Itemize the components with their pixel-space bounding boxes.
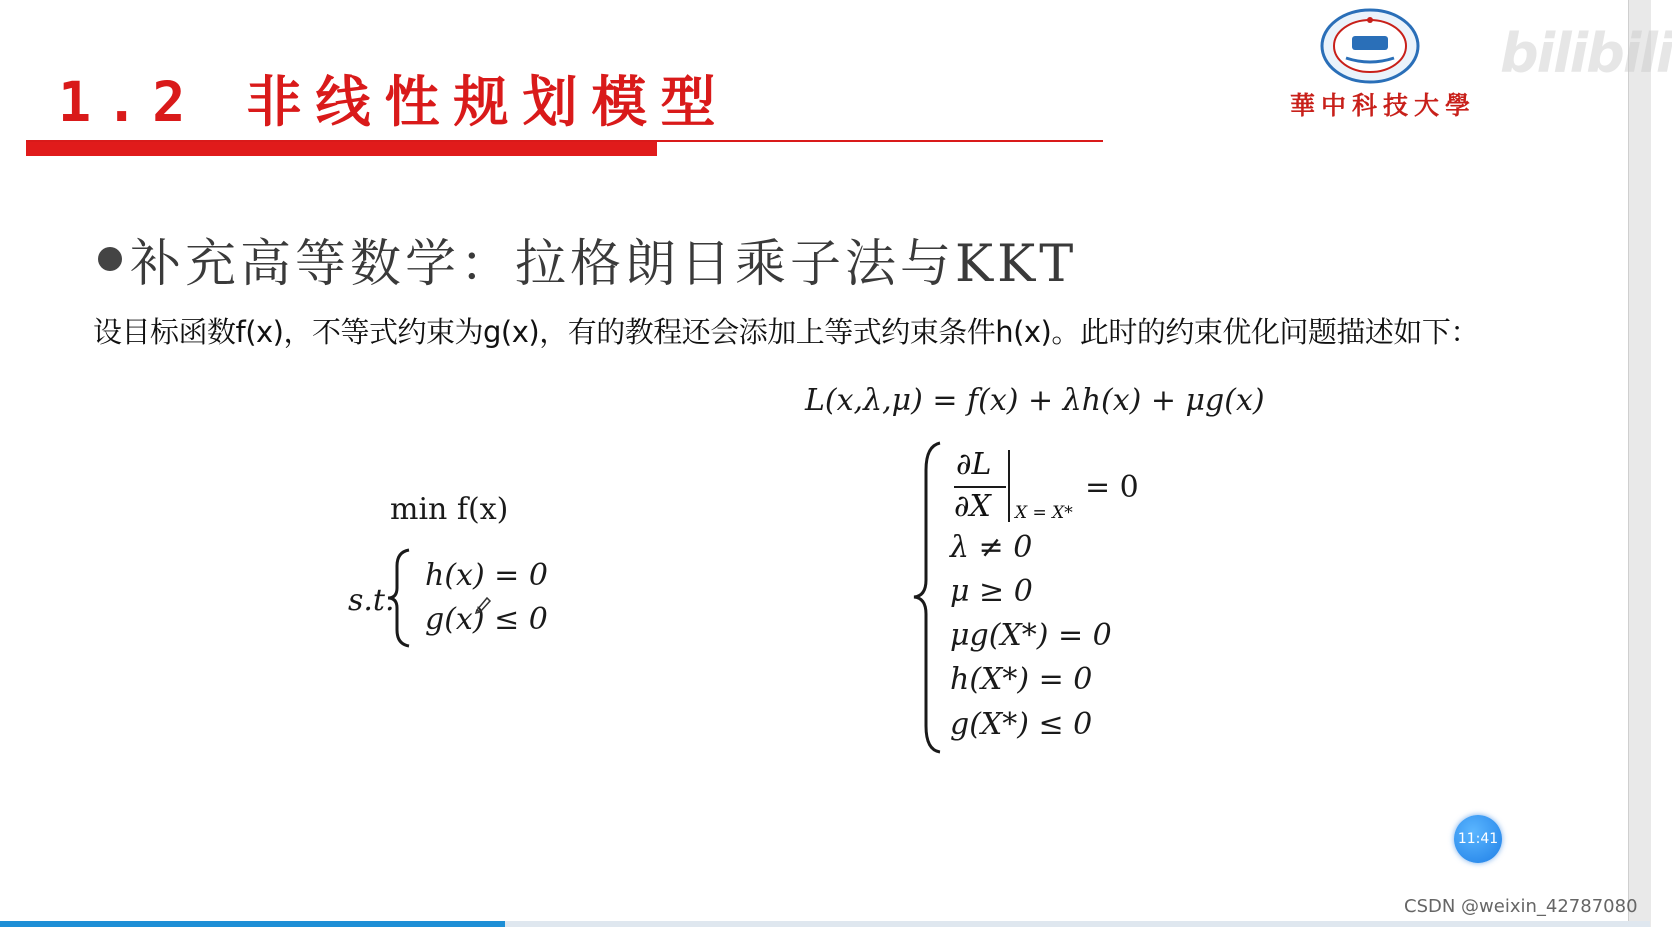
kkt-inequality-feasibility: g(X*) ≤ 0 <box>950 707 1093 742</box>
fraction-line <box>954 486 1006 488</box>
title-rule-thick <box>26 142 657 156</box>
kkt-lambda-condition: λ ≠ 0 <box>950 530 1033 565</box>
evaluation-bar <box>1008 450 1010 522</box>
csdn-credit: CSDN @weixin_42787080 <box>1404 896 1638 917</box>
evaluation-point: X = X* <box>1015 503 1073 523</box>
progress-fill <box>0 921 505 927</box>
bullet-icon <box>98 247 122 271</box>
objective-formula: min f(x) <box>390 492 509 527</box>
gradient-numerator: ∂L <box>956 447 992 482</box>
gradient-rhs: = 0 <box>1085 470 1139 505</box>
slide-title: 1.2 非线性规划模型 <box>58 70 730 134</box>
timer-bubble[interactable]: 11:41 <box>1454 815 1502 863</box>
kkt-equality-feasibility: h(X*) = 0 <box>950 662 1093 697</box>
gradient-fraction <box>950 447 1008 527</box>
right-brace-icon <box>910 440 946 755</box>
university-name: 華中科技大學 <box>1290 91 1477 120</box>
right-edge-bar <box>1628 0 1651 927</box>
kkt-mu-condition: μ ≥ 0 <box>950 574 1033 609</box>
pen-cursor-icon <box>473 594 493 614</box>
inequality-constraint: g(x) ≤ 0 <box>425 602 548 637</box>
lagrangian-formula: L(x,λ,μ) = f(x) + λh(x) + μg(x) <box>805 383 1265 418</box>
equality-constraint: h(x) = 0 <box>425 558 548 593</box>
gradient-denominator: ∂X <box>954 489 991 524</box>
bullet-heading: 补充高等数学：拉格朗日乘子法与KKT <box>130 235 1078 294</box>
university-logo <box>1310 6 1430 86</box>
subject-to-label: s.t. <box>348 583 395 618</box>
problem-description: 设目标函数f(x)，不等式约束为g(x)，有的教程还会添加上等式约束条件h(x)。此时的约束优化问题描述如下： <box>93 315 1479 349</box>
bilibili-watermark: bilibili <box>1500 22 1672 85</box>
kkt-complementary-slackness: μg(X*) = 0 <box>950 618 1112 653</box>
left-brace-icon <box>385 548 415 648</box>
